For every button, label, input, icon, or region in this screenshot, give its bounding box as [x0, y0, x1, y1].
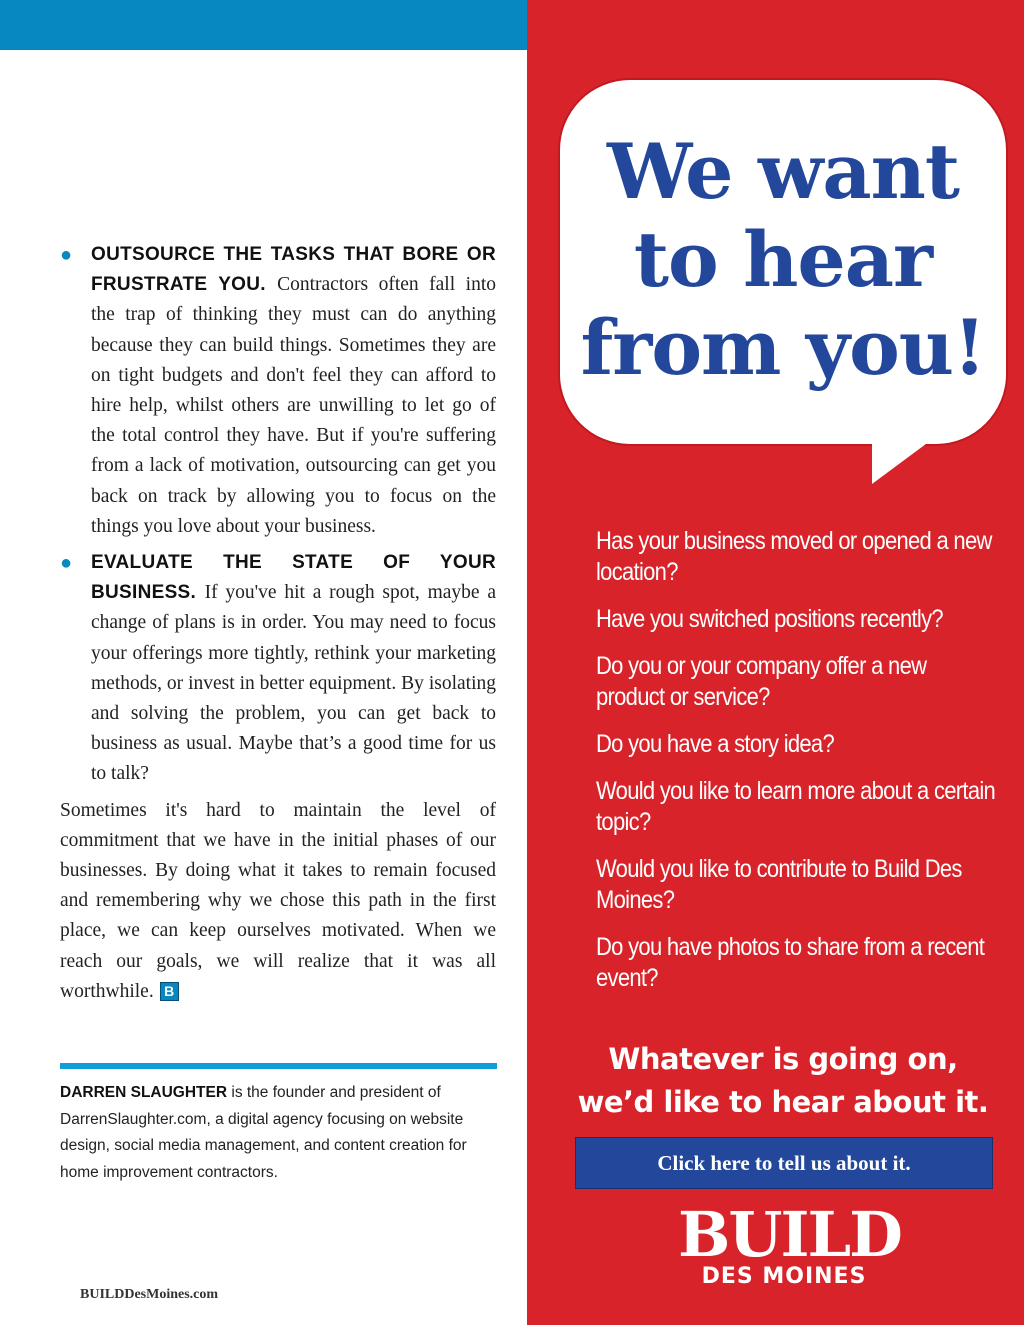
footer-url: BUILDDesMoines.com [80, 1287, 219, 1302]
bullet-item [60, 548, 496, 790]
headline-line: from you! [580, 303, 986, 392]
ad-tagline [560, 1038, 1006, 1124]
logo-des-moines-text: DES MOINES [701, 1264, 867, 1289]
build-des-moines-logo [678, 1198, 901, 1289]
ad-headline [560, 128, 1006, 392]
question-item: Do you have photos to share from a recent event? [596, 933, 985, 992]
closing-text: Sometimes it's hard to maintain the level of commitment that we have in the initial phases of our businesses. By doing what it takes to remain focused and remembering why we chose this path in the first place, we can keep ourselves motivated. When we reach our goals, we will realize that it was all worthwhile. [60, 799, 496, 1002]
author-name: DARREN SLAUGHTER [60, 1084, 228, 1101]
bullet-dot-icon: ● [60, 244, 73, 266]
question-item: Has your business moved or opened a new location? [596, 527, 992, 586]
bio-divider [60, 1063, 497, 1069]
question-item: Do you or your company offer a new product or service? [596, 652, 927, 711]
speech-bubble-tail [868, 438, 938, 488]
bullet-lead: EVALUATE THE STATE OF YOUR BUSINESS. [91, 552, 496, 604]
logo-build-text: BUILD [678, 1198, 901, 1271]
question-item: Have you switched positions recently? [596, 605, 943, 633]
bullet-dot-icon: ● [60, 552, 73, 575]
author-bio-text: is the founder and president of DarrenSlaughter.com, a digital agency focusing on website design, social media management, and content creation for home improvement contractors. [60, 1084, 467, 1181]
tagline-line: Whatever is going on, [608, 1042, 958, 1076]
bullet-body: Contractors often fall into the trap of thinking they must can do anything because they can build things. Sometimes they are on tight budgets and don't feel they can afford to hire help, whilst others are unwilling to let go of the total control they have. But if you're suffering from a lack of motivation, outsourcing can get you back on track by allowing you to focus on the things you love about your business. [91, 274, 496, 537]
author-bio [60, 1080, 500, 1186]
question-item: Do you have a story idea? [596, 730, 835, 758]
top-color-bar [0, 0, 527, 50]
bullet-item [60, 240, 496, 542]
tagline-line: we’d like to hear about it. [577, 1085, 989, 1119]
headline-line: We want [607, 127, 959, 216]
question-item: Would you like to learn more about a certain topic? [596, 777, 996, 836]
tell-us-button[interactable]: Click here to tell us about it. [575, 1137, 993, 1189]
end-mark-icon: B [160, 982, 179, 1001]
bullet-body: If you've hit a rough spot, maybe a change of plans is in order. You may need to focus your offerings more tightly, rethink your marketing methods, or invest in better equipment. By isolating and solving the problem, you can get back to business as usual. Maybe that’s a good time for us to talk? [91, 582, 496, 785]
question-list [596, 526, 996, 1010]
bullet-lead: OUTSOURCE THE TASKS THAT BORE OR FRUSTRATE YOU. [91, 244, 496, 296]
question-item: Would you like to contribute to Build Des Moines? [596, 855, 962, 914]
article-column [60, 240, 496, 1007]
closing-paragraph [60, 796, 496, 1007]
headline-line: to hear [633, 215, 933, 304]
